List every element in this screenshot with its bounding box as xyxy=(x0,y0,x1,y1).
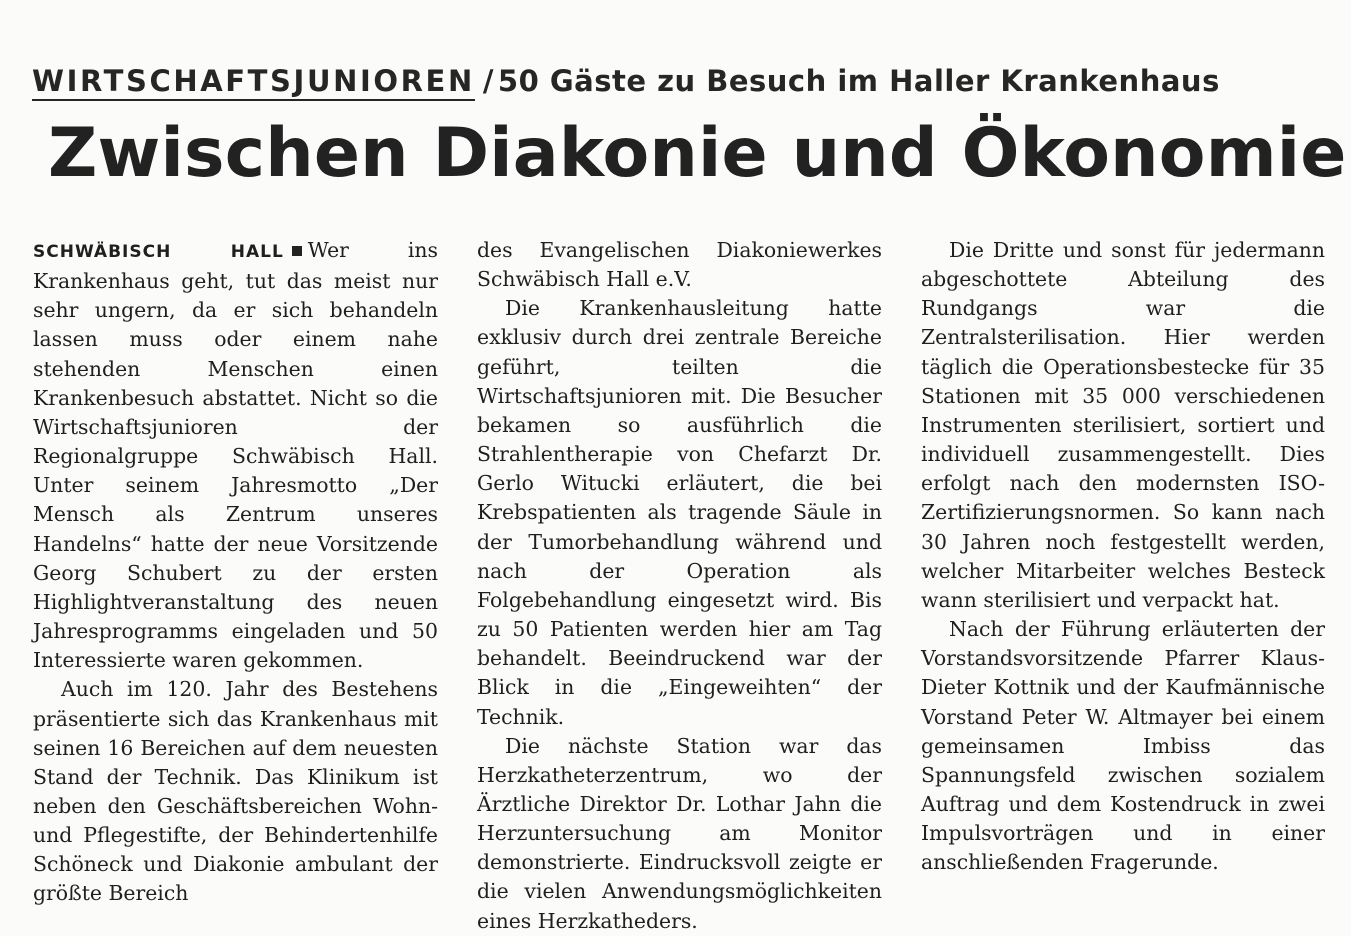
article-paragraph: Die Krankenhausleitung hatte exklusiv durch drei zentrale Bereiche geführt, teilten die Wirtschaftsjunioren mit. Die Besucher bekamen so ausführlich die Strahlentherapie von Chefarzt Dr. Gerlo Witucki erläutert, die bei Krebspatienten als tragende Säule in der Tumorbehandlung während und nach der Operation als Folgebehandlung eingesetzt wird. Bis zu 50 Patienten werden hier am Tag behandelt. Beeindruckend war der Blick in die „Eingeweihten“ der Technik. xyxy=(477,296,882,729)
kicker-separator: / xyxy=(482,64,494,98)
article-paragraph: Auch im 120. Jahr des Bestehens präsentierte sich das Krankenhaus mit seinen 16 Bereichen auf dem neuesten Stand der Technik. Das Klinikum ist neben den Geschäftsbereichen Wohn- und Pflegestifte, der Behindertenhilfe Schöneck und Diakonie ambulant der größte Bereich xyxy=(33,677,438,906)
article-column-3 xyxy=(921,236,1325,877)
paragraph-text: Wer ins Krankenhaus geht, tut das meist nur sehr ungern, da er sich behandeln lassen muss oder einem nahe stehenden Menschen einen Krankenbesuch abstattet. Nicht so die Wirtschaftsjunioren der Regionalgruppe Schwäbisch Hall. Unter seinem Jahresmotto „Der Mensch als Zentrum unseres Handelns“ hatte der neue Vorsitzende Georg Schubert zu der ersten Highlightveranstaltung des neuen Jahresprogramms eingeladen und 50 Interessierte waren gekommen. xyxy=(33,238,438,673)
kicker-subtitle: 50 Gäste zu Besuch im Haller Krankenhaus xyxy=(497,64,1220,98)
article-paragraph: Nach der Führung erläuterten der Vorstandsvorsitzende Pfarrer Klaus-Dieter Kottnik und der Kaufmännische Vorstand Peter W. Altmayer bei einem gemeinsamen Imbiss das Spannungsfeld zwischen sozialem Auftrag und dem Kostendruck in zwei Impulsvorträgen und in einer anschließenden Fragerunde. xyxy=(921,617,1325,875)
article-paragraph xyxy=(33,236,438,675)
article-paragraph: des Evangelischen Diakoniewerkes Schwäbisch Hall e.V. xyxy=(477,238,882,292)
kicker-topic: WIRTSCHAFTSJUNIOREN xyxy=(32,64,475,101)
article-column-1 xyxy=(33,236,438,909)
article-paragraph: Die Dritte und sonst für jedermann abgeschottete Abteilung des Rundgangs war die Zentralsterilisation. Hier werden täglich die Operationsbestecke für 35 Stationen mit 35 000 verschiedenen Instrumenten sterilisiert, sortiert und individuell zusammengestellt. Dies erfolgt nach den modernsten ISO-Zertifizierungsnormen. So kann nach 30 Jahren noch festgestellt werden, welcher Mitarbeiter welches Besteck wann sterilisiert und verpackt hat. xyxy=(921,238,1325,612)
article-headline: Zwischen Diakonie und Ökonomie xyxy=(48,114,1347,193)
dateline-bullet-icon xyxy=(292,246,302,256)
article-column-2 xyxy=(477,236,882,936)
article-kicker xyxy=(32,64,1220,98)
article-paragraph: Die nächste Station war das Herzkatheterzentrum, wo der Ärztliche Direktor Dr. Lothar Jahn die Herzuntersuchung am Monitor demonstrierte. Eindrucksvoll zeigte er die vielen Anwendungsmöglichkeiten eines Herzkatheders. xyxy=(477,733,882,933)
dateline: SCHWÄBISCH HALL xyxy=(33,242,284,262)
